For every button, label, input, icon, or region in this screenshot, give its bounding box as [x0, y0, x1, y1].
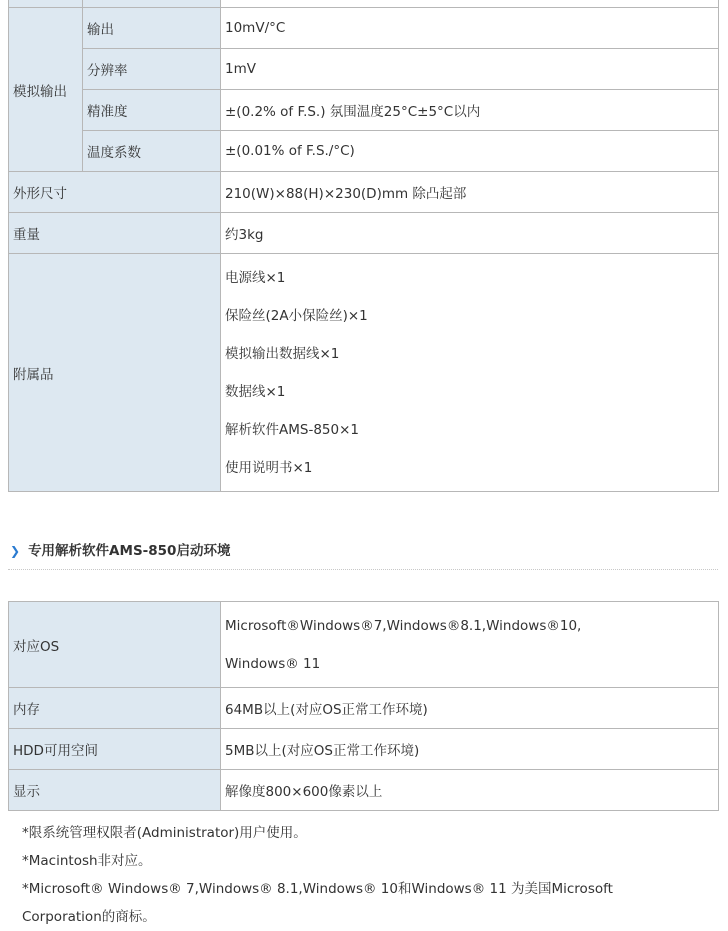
spec-sublabel: 输出 [83, 8, 221, 49]
note-line: Corporation的商标。 [22, 909, 156, 925]
spec-sublabel: 温度系数 [83, 131, 221, 172]
spec-label: 外形尺寸 [9, 172, 221, 213]
env-value: 5MB以上(对应OS正常工作环境) [221, 729, 719, 770]
list-item: 解析软件AMS-850×1 [225, 421, 359, 438]
spec-sublabel: 精准度 [83, 90, 221, 131]
note-line: *限系统管理权限者(Administrator)用户使用。 [22, 825, 307, 841]
divider [8, 569, 718, 570]
spec-label: 附属品 [9, 254, 221, 492]
table-row [9, 254, 719, 492]
os-line: Windows® 11 [225, 655, 321, 672]
table-row [9, 0, 719, 8]
analog-output-group-label: 模拟输出 [9, 8, 83, 172]
spec-value: 1mV [221, 49, 719, 90]
spec-label: 重量 [9, 213, 221, 254]
spec-table [8, 0, 719, 492]
table-row [9, 602, 719, 688]
table-row [9, 213, 719, 254]
notes [22, 819, 712, 931]
env-table [8, 601, 719, 811]
env-label: 内存 [9, 688, 221, 729]
spec-value: ±(0.2% of F.S.) 氛围温度25°C±5°C以内 [221, 90, 719, 131]
note-line: *Macintosh非对应。 [22, 853, 152, 869]
os-line: Microsoft®Windows®7,Windows®8.1,Windows®10, [225, 617, 582, 634]
env-value: 64MB以上(对应OS正常工作环境) [221, 688, 719, 729]
note-line: *Microsoft® Windows® 7,Windows® 8.1,Windows® 10和Windows® 11 为美国Microsoft [22, 881, 613, 897]
spec-value: 约3kg [221, 213, 719, 254]
env-label: 对应OS [9, 602, 221, 688]
table-row [9, 90, 719, 131]
spec-label [9, 0, 83, 8]
accessories-list [221, 254, 719, 492]
env-value: 解像度800×600像素以上 [221, 770, 719, 811]
spec-sublabel [83, 0, 221, 8]
table-row [9, 770, 719, 811]
spec-value: 210(W)×88(H)×230(D)mm 除凸起部 [221, 172, 719, 213]
table-row [9, 131, 719, 172]
spec-value: 10mV/°C [221, 8, 719, 49]
table-row [9, 729, 719, 770]
spec-value: ±(0.01% of F.S./°C) [221, 131, 719, 172]
chevron-right-icon: ❯ [10, 544, 21, 558]
list-item: 保险丝(2A小保险丝)×1 [225, 307, 368, 324]
env-label: HDD可用空间 [9, 729, 221, 770]
list-item: 模拟输出数据线×1 [225, 345, 340, 362]
list-item: 电源线×1 [225, 269, 286, 286]
spec-sublabel: 分辨率 [83, 49, 221, 90]
env-value [221, 602, 719, 688]
section-heading [10, 541, 230, 561]
table-row [9, 172, 719, 213]
table-row [9, 8, 719, 49]
spec-value [221, 0, 719, 8]
list-item: 数据线×1 [225, 383, 286, 400]
list-item: 使用说明书×1 [225, 459, 313, 476]
table-row [9, 688, 719, 729]
env-label: 显示 [9, 770, 221, 811]
table-row [9, 49, 719, 90]
section-title: 专用解析软件AMS-850启动环境 [28, 543, 231, 559]
